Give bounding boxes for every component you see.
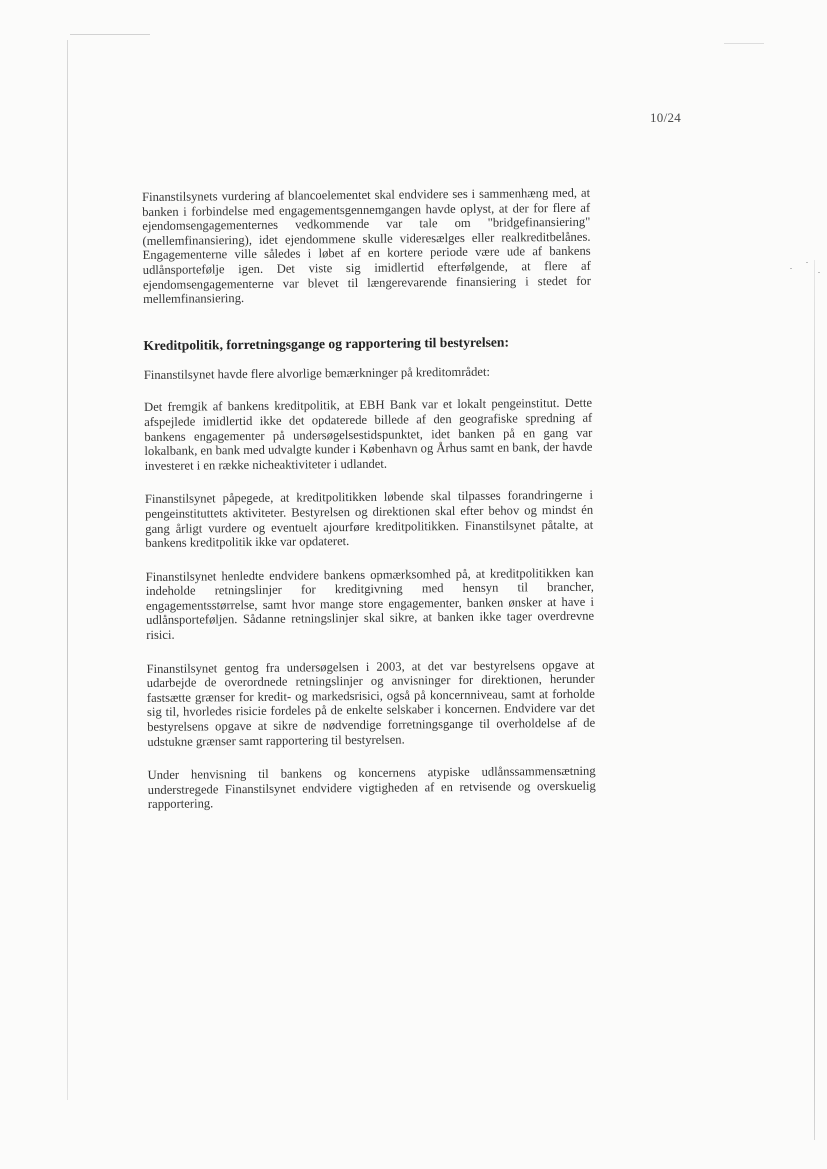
paragraph-credit-guidelines: Finanstilsynet henledte endvidere bankens opmærksomhed på, at kreditpolitikken kan indeholde retningslinjer for kreditgivning med hensyn til brancher, engagementsstørrelse, samt hvor mange store engagementer, banken ønsker at have i udlånsporteføljen. Sådanne retningslinjer skal sikre, at banken ikke tager overdrevne risici.: [145, 565, 595, 643]
scan-speck: [818, 272, 820, 273]
paragraph-board-responsibility: Finanstilsynet gentog fra undersøgelsen i 2003, at det var bestyrelsens opgave at udarbejde de overordnede retningslinjer og anvisninger for direktionen, herunder fastsætte grænser for kredit- og markedsrisici, også på koncernniveau, samt at forholde sig til, hvorledes risicie fordeles på de enkelte selskaber i koncernen. Endvidere var det bestyrelsens opgave at sikre de nødvendige forretningsgange til overholdelse af de udstukne grænser samt rapportering til bestyrelsen.: [146, 657, 596, 749]
section-heading: Kreditpolitik, forretningsgange og rapportering til bestyrelsen:: [143, 334, 510, 353]
scan-speck: [790, 268, 792, 269]
page-number: 10/24: [650, 110, 682, 125]
scan-top-edge-right: [724, 43, 764, 44]
lead-paragraph: Finanstilsynet havde flere alvorlige bemærkninger på kreditområdet:: [143, 364, 491, 382]
scan-speck: [806, 262, 808, 263]
paragraph-reporting: Under henvisning til bankens og koncernens atypiske udlånssammensætning understregede Finanstilsynet endvidere vigtigheden af en retvisende og overskuelig rapportering.: [147, 763, 596, 812]
scan-top-edge-left: [70, 34, 150, 35]
document-body: [142, 186, 596, 812]
intro-paragraph: Finanstilsynets vurdering af blancoelementet skal endvidere ses i sammenhæng med, at banken i forbindelse med engagementsgennemgangen havde oplyst, at der for flere af ejendomsengagementernes vedkommende var tale om "bridgefinansiering" (mellemfinansiering), idet ejendommene skulle videresælges eller realkreditbelånes. Engagementerne ville således i løbet af en kortere periode være ude af bankens udlånsportefølje igen. Det viste sig imidlertid efterfølgende, at flere af ejendomsengagementerne var blevet til længerevarende finansiering i stedet for mellemfinansiering.: [142, 185, 591, 307]
paragraph-geographic-spread: Det fremgik af bankens kreditpolitik, at EBH Bank var et lokalt pengeinstitut. Dette afspejlede imidlertid ikke det opdaterede billede af den geografiske spredning af bankens engagementer på undersøgelsestidspunktet, idet banken på en gang var lokalbank, en bank med udvalgte kunder i København og Århus samt en bank, der havde investeret i en række nicheaktiviteter i udlandet.: [144, 396, 593, 473]
scan-right-edge: [814, 260, 815, 1140]
scan-left-edge: [67, 40, 68, 1100]
paragraph-credit-policy-update: Finanstilsynet påpegede, at kreditpolitikken løbende skal tilpasses forandringerne i pengeinstituttets aktiviteter. Bestyrelsen og direktionen skal efter behov og mindst én gang årligt vurdere og eventuelt ajourføre kreditpolitikken. Finanstilsynet påtalte, at bankens kreditpolitik ikke var opdateret.: [144, 487, 594, 551]
